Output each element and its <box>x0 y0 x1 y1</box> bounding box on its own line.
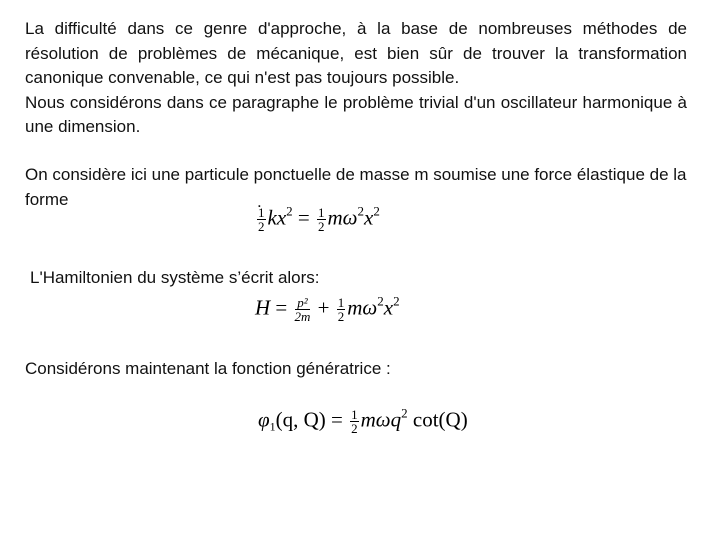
particle-paragraph: On considère ici une particule ponctuelle de masse m soumise une force élastique de la forme <box>25 165 687 209</box>
intro-paragraph <box>25 17 687 140</box>
half-fraction-rhs: $\frac{1}{2}$ <box>318 205 325 234</box>
half-fraction-h: $\frac{1}{2}$ <box>337 295 345 324</box>
intro-text: La difficulté dans ce genre d'approche, à la base de nombreuses méthodes de résolution de problèmes de mécanique, est bien sûr de trouver la transformation canonique convenable, ce qui n'est pas toujours possible. <box>25 19 687 87</box>
half-fraction: $\frac{1}{2}$ <box>258 205 265 234</box>
potential-energy-equation: $\frac{1}{2}$ $kx^2$ = $\frac{1}{2}$ $m\omega^2x^2$ <box>258 203 380 234</box>
momentum-fraction: $\frac{\text{p²}}{2m}$ <box>294 295 311 324</box>
hamiltonian-equation: H = $\frac{\text{p²}}{2m}$ + $\frac{1}{2}$ $m\omega^2x^2$ <box>255 293 400 324</box>
oscillator-text: Nous considérons dans ce paragraphe le problème trivial d'un oscillateur harmonique à une dimension. <box>25 92 687 136</box>
generating-function-label: Considérons maintenant la fonction génératrice : <box>25 359 391 378</box>
hamiltonian-label: L'Hamiltonien du système s’écrit alors: <box>30 268 320 287</box>
generating-function-equation: $\varphi_1(q$, Q) = $\frac{1}{2}$ mωq$^2$ cot(Q) <box>258 405 468 436</box>
trailing-dot: . <box>257 192 262 211</box>
half-fraction-g: $\frac{1}{2}$ <box>351 407 358 436</box>
